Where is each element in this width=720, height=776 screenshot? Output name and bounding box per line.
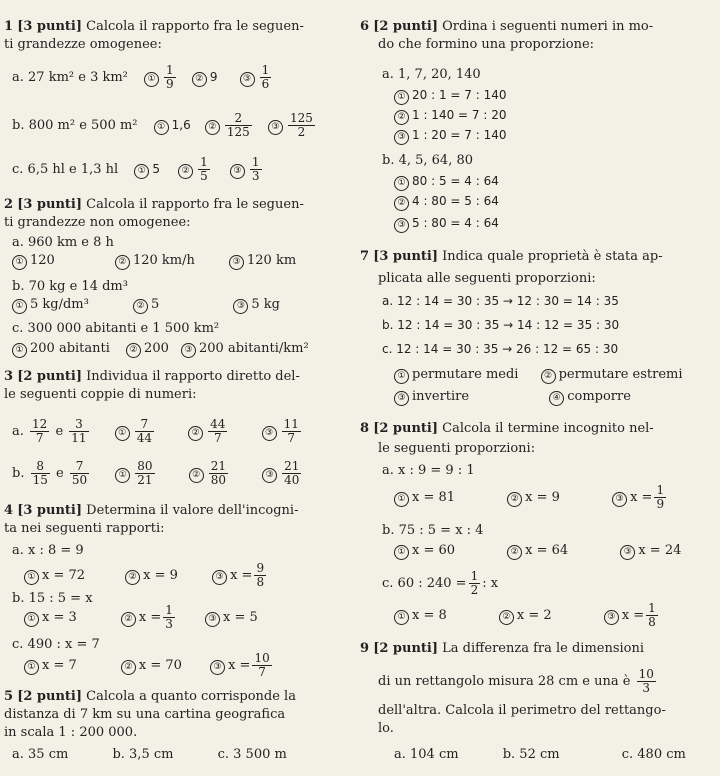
q2-item-b-options: ① 5 kg/dm³ ② 5 ③ 5 kg: [12, 296, 280, 314]
question-8-text: le seguenti proporzioni:: [378, 441, 536, 456]
q4-item-a: a. x : 8 = 9: [12, 543, 84, 558]
question-4-text: ta nei seguenti rapporti:: [4, 521, 165, 536]
q4-item-b: b. 15 : 5 = x: [12, 591, 93, 606]
question-5-text-2: in scala 1 : 200 000.: [4, 725, 138, 740]
question-1-text: ti grandezze omogenee:: [4, 37, 162, 52]
question-5-header: 5 [2 punti] Calcola a quanto corrisponde la: [4, 689, 296, 704]
q8-item-b-options: ① x = 60 ② x = 64 ③ x = 24: [394, 542, 681, 560]
question-6-header: 6 [2 punti] Ordina i seguenti numeri in mo-: [360, 19, 654, 34]
q7-options-row-1: ① permutare medi ② permutare estremi: [394, 366, 683, 384]
q7-options-row-2: ③ invertire ④ comporre: [394, 388, 631, 406]
q8-item-a-options: ① x = 81 ② x = 9 ③ x = $\frac{1}{9}$: [394, 484, 668, 511]
q4-item-c: c. 490 : x = 7: [12, 637, 100, 652]
question-8-header: 8 [2 punti] Calcola il termine incognito nel-: [360, 421, 654, 436]
question-9-text-2: dell'altra. Calcola il perimetro del rettango-: [378, 703, 666, 718]
question-9-text-3: lo.: [378, 721, 394, 736]
q6-a-option-1: ① 20 : 1 = 7 : 140: [394, 86, 506, 105]
q7-item-c: c. 12 : 14 = 30 : 35 → 26 : 12 = 65 : 30: [382, 342, 619, 356]
q1-item-a: a. 27 km² e 3 km² ① $\frac{1}{9}$ ② 9 ③ $\frac{1}{6}$: [12, 63, 270, 91]
q6-a-option-2: ② 1 : 140 = 7 : 20: [394, 106, 506, 125]
question-2-header: 2 [3 punti] Calcola il rapporto fra le seguen-: [4, 197, 304, 212]
question-1-header: 1 [3 punti] Calcola il rapporto fra le seguen-: [4, 19, 304, 34]
q8-item-b: b. 75 : 5 = x : 4: [382, 523, 484, 538]
q6-a-option-3: ③ 1 : 20 = 7 : 140: [394, 126, 506, 145]
q4-item-c-options: ① x = 7 ② x = 70 ③ x = $\frac{10}{7}$: [24, 652, 274, 679]
q1-item-b: b. 800 m² e 500 m² ① 1,6 ② $\frac{2}{125}$ ③ $\frac{125}{2}$: [12, 111, 313, 139]
q6-b-option-3: ③ 5 : 80 = 4 : 64: [394, 214, 499, 233]
q4-item-b-options: ① x = 3 ② x = $\frac{1}{3}$ ③ x = 5: [24, 604, 258, 631]
q6-item-b: b. 4, 5, 64, 80: [382, 153, 474, 168]
question-6-text: do che formino una proporzione:: [378, 37, 595, 52]
q2-item-a: a. 960 km e 8 h: [12, 235, 114, 250]
question-2-text: ti grandezze non omogenee:: [4, 215, 191, 230]
question-9-header: 9 [2 punti] La differenza fra le dimensioni: [360, 641, 645, 656]
q8-item-a: a. x : 9 = 9 : 1: [382, 463, 475, 478]
q7-item-a: a. 12 : 14 = 30 : 35 → 12 : 30 = 14 : 35: [382, 294, 619, 308]
q3-item-a: a. $\frac{12}{7}$ e $\frac{3}{11}$ ① $\frac{7}{44}$ ② $\frac{44}{7}$ ③ $\frac{11}{7}$: [12, 417, 299, 445]
q2-item-a-options: ① 120 ② 120 km/h ③ 120 km: [12, 252, 296, 270]
q9-options: a. 104 cm b. 52 cm c. 480 cm: [394, 747, 686, 762]
question-7-header: 7 [3 punti] Indica quale proprietà è stata ap-: [360, 249, 663, 264]
q3-item-b: b. $\frac{8}{15}$ e $\frac{7}{50}$ ① $\frac{80}{21}$ ② $\frac{21}{80}$ ③ $\frac{21}{40}$: [12, 459, 300, 487]
q4-item-a-options: ① x = 72 ② x = 9 ③ x = $\frac{9}{8}$: [24, 562, 268, 589]
q7-item-b: b. 12 : 14 = 30 : 35 → 14 : 12 = 35 : 30: [382, 318, 620, 332]
q6-b-option-2: ② 4 : 80 = 5 : 64: [394, 192, 499, 211]
q6-b-option-1: ① 80 : 5 = 4 : 64: [394, 172, 499, 191]
q1-item-c: c. 6,5 hl e 1,3 hl ① 5 ② $\frac{1}{5}$ ③ $\frac{1}{3}$: [12, 155, 260, 183]
q6-item-a: a. 1, 7, 20, 140: [382, 67, 481, 82]
q5-options: a. 35 cm b. 3,5 cm c. 3 500 m: [12, 747, 287, 762]
q2-item-c: c. 300 000 abitanti e 1 500 km²: [12, 321, 220, 336]
question-9-text: di un rettangolo misura 28 cm e una è $\frac{10}{3}$: [378, 667, 654, 695]
question-3-header: 3 [2 punti] Individua il rapporto diretto del-: [4, 369, 300, 384]
question-7-text: plicata alle seguenti proporzioni:: [378, 271, 596, 286]
q2-item-b: b. 70 kg e 14 dm³: [12, 279, 128, 294]
question-5-text: distanza di 7 km su una cartina geografica: [4, 707, 286, 722]
q8-item-c-options: ① x = 8 ② x = 2 ③ x = $\frac{1}{8}$: [394, 602, 660, 629]
q2-item-c-options: ① 200 abitanti ② 200 ③ 200 abitanti/km²: [12, 340, 309, 358]
q8-item-c: c. 60 : 240 = $\frac{1}{2}$ : x: [382, 569, 499, 597]
question-4-header: 4 [3 punti] Determina il valore dell'incogni-: [4, 503, 299, 518]
question-3-text: le seguenti coppie di numeri:: [4, 387, 197, 402]
